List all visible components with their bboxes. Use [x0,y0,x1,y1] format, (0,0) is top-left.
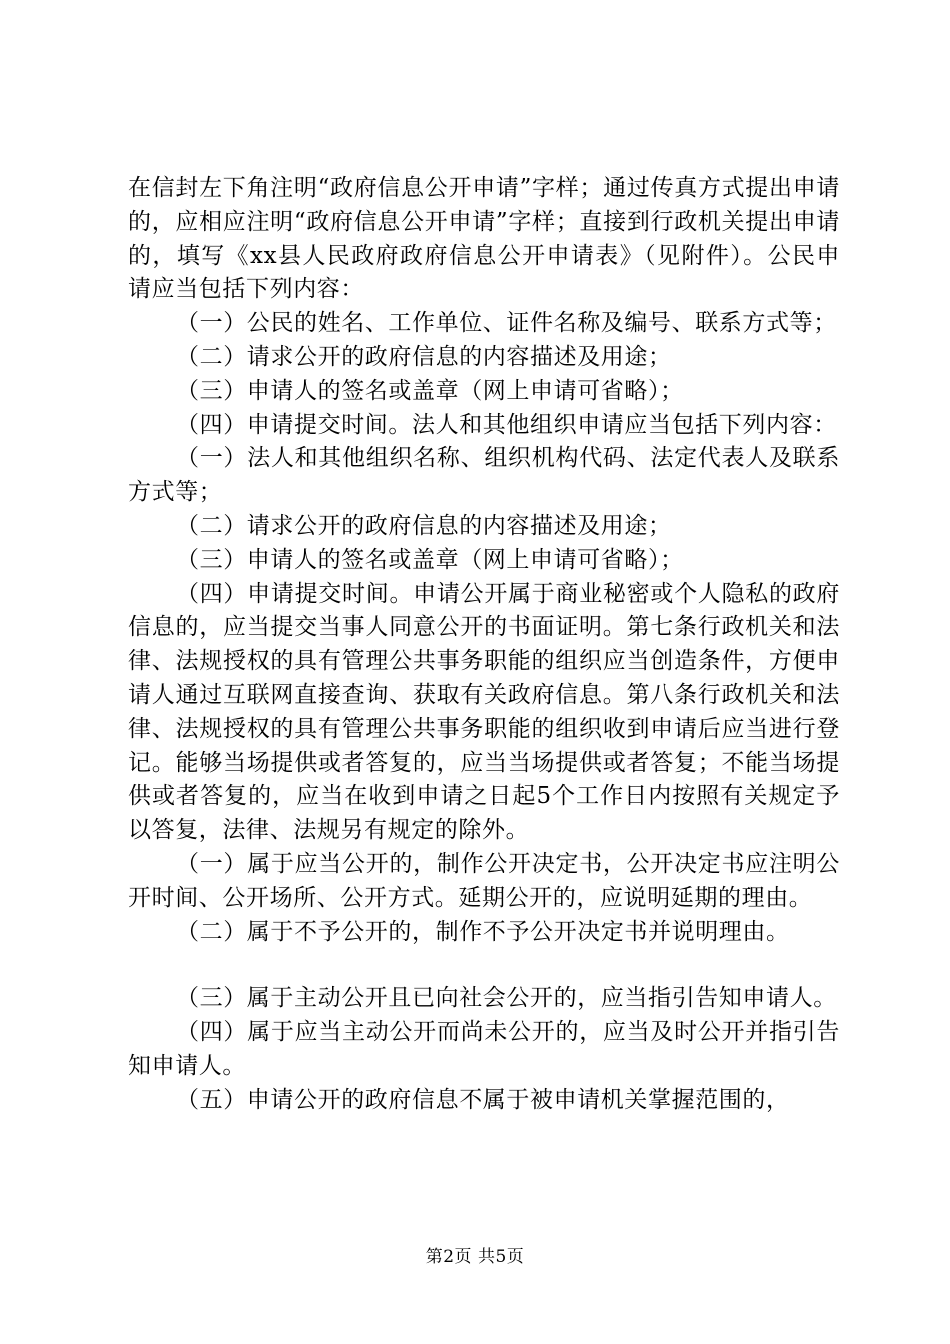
paragraph-2: （一）公民的姓名、工作单位、证件名称及编号、联系方式等； [176,310,837,337]
paragraph-8: （三）申请人的签名或盖章（网上申请可省略）； [176,546,684,573]
paragraph-10: （一）属于应当公开的，制作公开决定书，公开决定书应注明公开时间、公开场所、公开方式。延期公开的，应说明延期的理由。 [128,850,840,911]
page-number-footer: 第2页 共5页 [425,1247,525,1267]
document-body [128,172,840,1118]
paragraph-11: （二）属于不予公开的，制作不予公开决定书并说明理由。 [176,918,790,945]
paragraph-1: 在信封左下角注明“政府信息公开申请”字样；通过传真方式提出申请的，应相应注明“政府信息公开申请”字样；直接到行政机关提出申请的，填写《xx县人民政府政府信息公开申请表》（见附件）。公民申请应当包括下列内容： [128,175,840,303]
paragraph-4: （三）申请人的签名或盖章（网上申请可省略）； [176,377,684,404]
paragraph-6: （一）法人和其他组织名称、组织机构代码、法定代表人及联系方式等； [128,445,840,506]
paragraph-gap [128,949,840,982]
paragraph-7: （二）请求公开的政府信息的内容描述及用途； [176,512,672,539]
paragraph-9: （四）申请提交时间。申请公开属于商业秘密或个人隐私的政府信息的，应当提交当事人同意公开的书面证明。第七条行政机关和法律、法规授权的具有管理公共事务职能的组织应当创造条件，方便申请人通过互联网直接查询、获取有关政府信息。第八条行政机关和法律、法规授权的具有管理公共事务职能的组织收到申请后应当进行登记。能够当场提供或者答复的，应当当场提供或者答复；不能当场提供或者答复的，应当在收到申请之日起5个工作日内按照有关规定予以答复，法律、法规另有规定的除外。 [128,580,840,844]
paragraph-3: （二）请求公开的政府信息的内容描述及用途； [176,343,672,370]
paragraph-14: （五）申请公开的政府信息不属于被申请机关掌握范围的， [176,1086,790,1113]
paragraph-12: （三）属于主动公开且已向社会公开的，应当指引告知申请人。 [176,985,837,1012]
paragraph-5: （四）申请提交时间。法人和其他组织申请应当包括下列内容： [176,411,837,438]
paragraph-13: （四）属于应当主动公开而尚未公开的，应当及时公开并指引告知申请人。 [128,1019,840,1079]
